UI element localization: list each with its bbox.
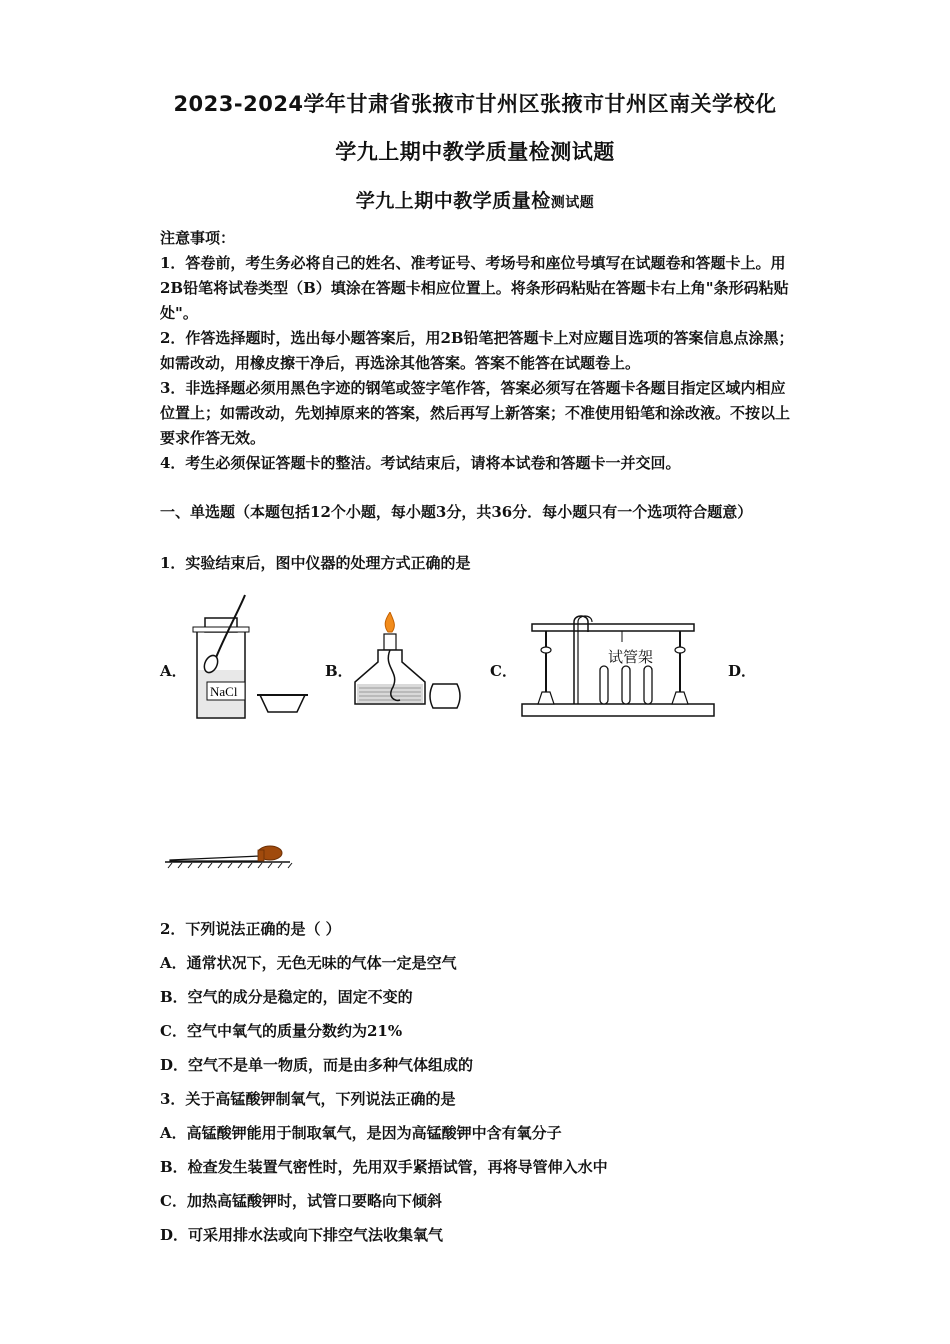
notice-item-1: 1．答卷前，考生务必将自己的姓名、准考证号、考场号和座位号填写在试题卷和答题卡上。用2B铅笔将试卷类型（B）填涂在答题卡相应位置上。将条形码粘贴在答题卡右上角"条形码粘贴处"。 [160,254,789,322]
q1-option-d-label: D． [728,662,757,680]
figure-c-test-tube-rack [520,612,720,722]
notice-item-2: 2．作答选择题时，选出每小题答案后，用2B铅笔把答题卡上对应题目选项的答案信息点涂黑；如需改动，用橡皮擦干净后，再选涂其他答案。答案不能答在试题卷上。 [160,329,794,372]
title-line-1: 2023-2024学年甘肃省张掖市甘州区张掖市甘州区南关学校化 [173,92,777,116]
q2-option-c: C．空气中氧气的质量分数约为21% [160,1022,403,1040]
notice-item-4: 4．考生必须保证答题卡的整洁。考试结束后，请将本试卷和答题卡一并交回。 [160,454,681,472]
title-line-2: 学九上期中教学质量检测试题 [335,140,615,164]
q1-option-a-label: A． [160,662,187,680]
q3-option-c: C．加热高锰酸钾时，试管口要略向下倾斜 [160,1192,442,1210]
title-line-3 [0,186,950,213]
q2-option-b: B．空气的成分是稳定的，固定不变的 [160,988,413,1006]
q1-stem: 1．实验结束后，图中仪器的处理方式正确的是 [160,554,471,572]
q3-stem: 3．关于高锰酸钾制氧气，下列说法正确的是 [160,1090,456,1108]
notice-item-3: 3．非选择题必须用黑色字迹的钢笔或签字笔作答，答案必须写在答题卡各题目指定区域内相应位置上；如需改动，先划掉原来的答案，然后再写上新答案；不准使用铅笔和涂改液。不按以上要求作答无效。 [160,379,791,447]
q3-option-b: B．检查发生装置气密性时，先用双手紧捂试管，再将导管伸入水中 [160,1158,608,1176]
title-line-3-small: 测试题 [550,195,595,211]
q3-option-d: D．可采用排水法或向下排空气法收集氧气 [160,1226,444,1244]
rack-label: 试管架 [608,648,654,666]
q3-option-a: A．高锰酸钾能用于制取氧气，是因为高锰酸钾中含有氧分子 [160,1124,562,1142]
title-line-3-main: 学九上期中教学质量检 [355,190,551,212]
section-1-heading: 一、单选题（本题包括12个小题，每小题3分，共36分．每小题只有一个选项符合题意） [160,503,753,521]
q1-option-c-label: C． [490,662,517,680]
q2-option-d: D．空气不是单一物质，而是由多种气体组成的 [160,1056,474,1074]
figure-a-reagent-bottle [185,590,310,725]
figure-b-alcohol-lamp [345,612,470,722]
figure-d-dropper [162,840,297,875]
nacl-label: NaCl [210,684,238,699]
q2-stem: 2．下列说法正确的是（ ） [160,920,341,938]
q2-option-a: A．通常状况下，无色无味的气体一定是空气 [160,954,457,972]
q1-option-b-label: B． [325,662,353,680]
notice-heading: 注意事项： [160,229,236,247]
